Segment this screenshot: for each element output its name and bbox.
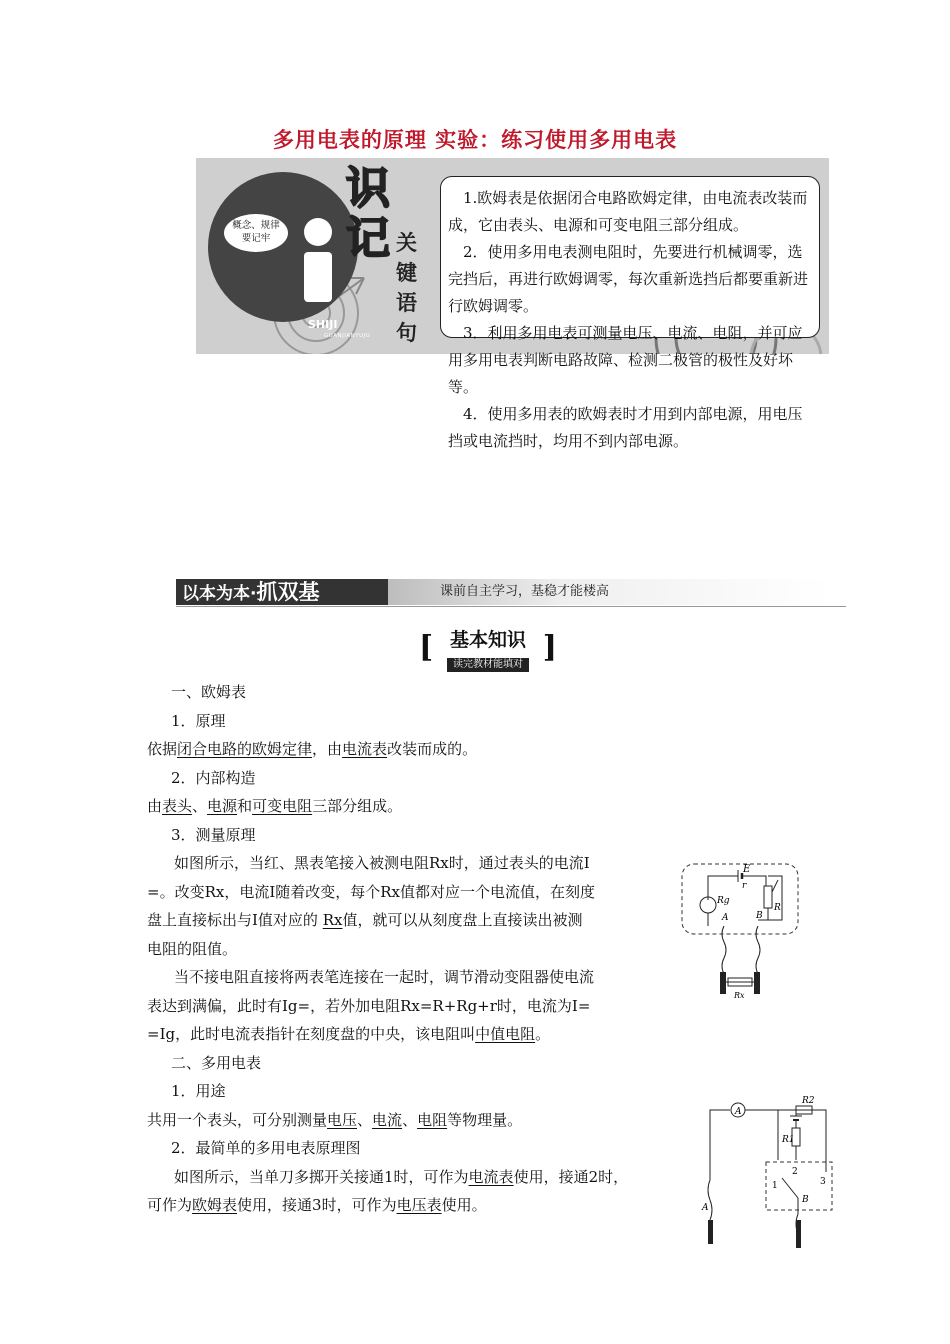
ohmmeter-circuit-diagram: [678, 860, 808, 1002]
section-bar-label: [176, 579, 388, 605]
blank-answer: 电流表: [342, 740, 388, 758]
subheading: 3．测量原理: [171, 825, 256, 844]
blank-answer: 电压表: [396, 1196, 442, 1214]
label-ammeter: A: [735, 1107, 742, 1117]
text: 共用一个表头，可分别测量: [147, 1110, 328, 1129]
text: =Ig，此时电流表指针在刻度盘的中央，该电阻叫: [147, 1025, 476, 1043]
key-point: 4．使用多用表的欧姆表时才用到内部电源，用电压挡或电流挡时，均用不到内部电源。: [448, 405, 803, 450]
blank-answer: 电流表: [468, 1167, 514, 1186]
kb-subtitle: 读完教材能填对: [447, 658, 529, 672]
label-Rx: Rx: [734, 991, 745, 1000]
blank-answer: 电压: [327, 1110, 358, 1129]
bracket-right: ]: [542, 630, 557, 665]
vert-char: 句: [396, 321, 417, 345]
brand-subtext: GUANJIANYUJU: [324, 333, 371, 339]
label-B: B: [802, 1195, 809, 1205]
bracket-left: [: [419, 630, 434, 665]
paragraph-line: [147, 1191, 697, 1220]
blank-answer: 电源: [207, 797, 238, 815]
vert-char: 语: [396, 291, 417, 315]
vertical-characters: [396, 228, 420, 348]
label-R: R: [774, 903, 781, 913]
heading: 二、多用电表: [171, 1053, 262, 1072]
label-R1: R1: [782, 1135, 795, 1145]
paragraph: [147, 1106, 697, 1135]
text: 、: [357, 1110, 373, 1129]
big-char: 识: [346, 163, 390, 214]
text: ，由: [312, 740, 343, 758]
label-A: A: [722, 913, 729, 923]
blank-answer: 表头: [162, 797, 193, 815]
paragraph-line: 电阻的阻值。: [147, 939, 238, 958]
key-point: 1.欧姆表是依据闭合电路欧姆定律，由电流表改装而成，它由表头、电源和可变电阻三部分组成。: [448, 189, 808, 234]
label-A: A: [702, 1203, 709, 1213]
blank-answer: 中值电阻: [475, 1025, 536, 1043]
big-char: 记: [346, 213, 390, 264]
subheading: 2．内部构造: [171, 768, 256, 787]
text: 。: [535, 1025, 551, 1043]
text: 三部分组成。: [312, 797, 403, 815]
bubble-line: 要记牢: [241, 233, 271, 244]
vert-char: 关: [396, 231, 417, 255]
key-point: 3．利用多用电表可测量电压、电流、电阻，并可应用多用电表判断电路故障、检测二极管的极性及好坏等。: [448, 324, 803, 396]
text: 由: [147, 797, 163, 815]
paragraph: [147, 735, 697, 764]
blank-answer: 电流: [372, 1110, 403, 1129]
label-r: r: [742, 881, 747, 891]
big-characters: [346, 164, 390, 264]
text: 使用。: [441, 1196, 487, 1214]
paragraph-line: 表达到满偏，此时有Ig=，若外加电阻Rx=R+Rg+r时，电流为I=: [147, 996, 591, 1015]
text: 等物理量。: [447, 1110, 523, 1129]
label-Rg: Rg: [717, 896, 730, 906]
key-points: [448, 185, 812, 455]
text: 、: [192, 797, 208, 815]
label-R2: R2: [802, 1096, 815, 1106]
label-3: 3: [820, 1177, 826, 1187]
blank-answer: 欧姆表: [192, 1196, 238, 1214]
basic-knowledge-header: [419, 628, 557, 672]
concept-circle: [208, 172, 358, 322]
content-body: [147, 678, 697, 1220]
text: 和: [237, 797, 253, 815]
multimeter-circuit-diagram: [698, 1090, 838, 1250]
kb-title: 基本知识: [449, 629, 526, 651]
page-title: 多用电表的原理 实验：练习使用多用电表: [272, 128, 678, 152]
paragraph-line: 如图所示，当红、黑表笔接入被测电阻Rx时，通过表头的电流I: [174, 854, 590, 872]
speech-bubble: [224, 214, 288, 252]
blank-answer: 可变电阻: [252, 797, 313, 815]
text: 可作为: [147, 1196, 193, 1214]
text: 盘上直接标出与I值对应的: [147, 911, 318, 929]
text: 使用，接通3时，可作为: [237, 1196, 397, 1214]
label-2: 2: [792, 1167, 798, 1177]
text: 使用，接通2时，: [513, 1167, 629, 1186]
paragraph-line: 当不接电阻直接将两表笔连接在一起时，调节滑动变阻器使电流: [174, 968, 595, 986]
text: 值，就可以从刻度盘上直接读出被测: [342, 911, 583, 929]
paragraph-line: [147, 1020, 697, 1049]
heading: 一、欧姆表: [171, 683, 247, 701]
section-label-b: 抓双基: [256, 580, 320, 604]
label-E: E: [743, 864, 751, 875]
bubble-line: 概念、规律: [232, 220, 280, 231]
person-icon: [208, 172, 358, 322]
text: 、: [402, 1110, 418, 1129]
text: 如图所示，当单刀多掷开关接通1时，可作为: [174, 1167, 469, 1186]
section-bar-subtitle: 课前自主学习，基稳才能楼高: [440, 584, 610, 599]
blank-answer: 电阻: [417, 1110, 448, 1129]
paragraph-line: =。改变Rx，电流I随着改变，每个Rx值都对应一个电流值，在刻度: [147, 882, 596, 901]
key-point: 2．使用多用电表测电阻时，先要进行机械调零，选完挡后，再进行欧姆调零，每次重新选挡后都要重新进行欧姆调零。: [448, 243, 809, 315]
label-B: B: [756, 911, 763, 921]
paragraph-line: [147, 1163, 697, 1192]
section-divider: [176, 606, 846, 607]
text: 依据: [147, 740, 178, 758]
blank-answer: Rx: [322, 911, 343, 929]
paragraph: [147, 792, 697, 821]
brand-text: SHIJI: [308, 318, 338, 331]
blank-answer: 闭合电路的欧姆定律: [177, 740, 313, 758]
subheading: 1．用途: [171, 1082, 226, 1100]
label-1: 1: [772, 1181, 778, 1191]
vert-char: 键: [396, 261, 417, 285]
section-bar: [176, 579, 846, 607]
section-label-a: 以本为本·: [182, 584, 257, 604]
paragraph-line: [147, 906, 667, 935]
subheading: 1．原理: [171, 711, 226, 730]
subheading: 2．最简单的多用电表原理图: [171, 1139, 361, 1157]
text: 改装而成的。: [387, 740, 478, 758]
